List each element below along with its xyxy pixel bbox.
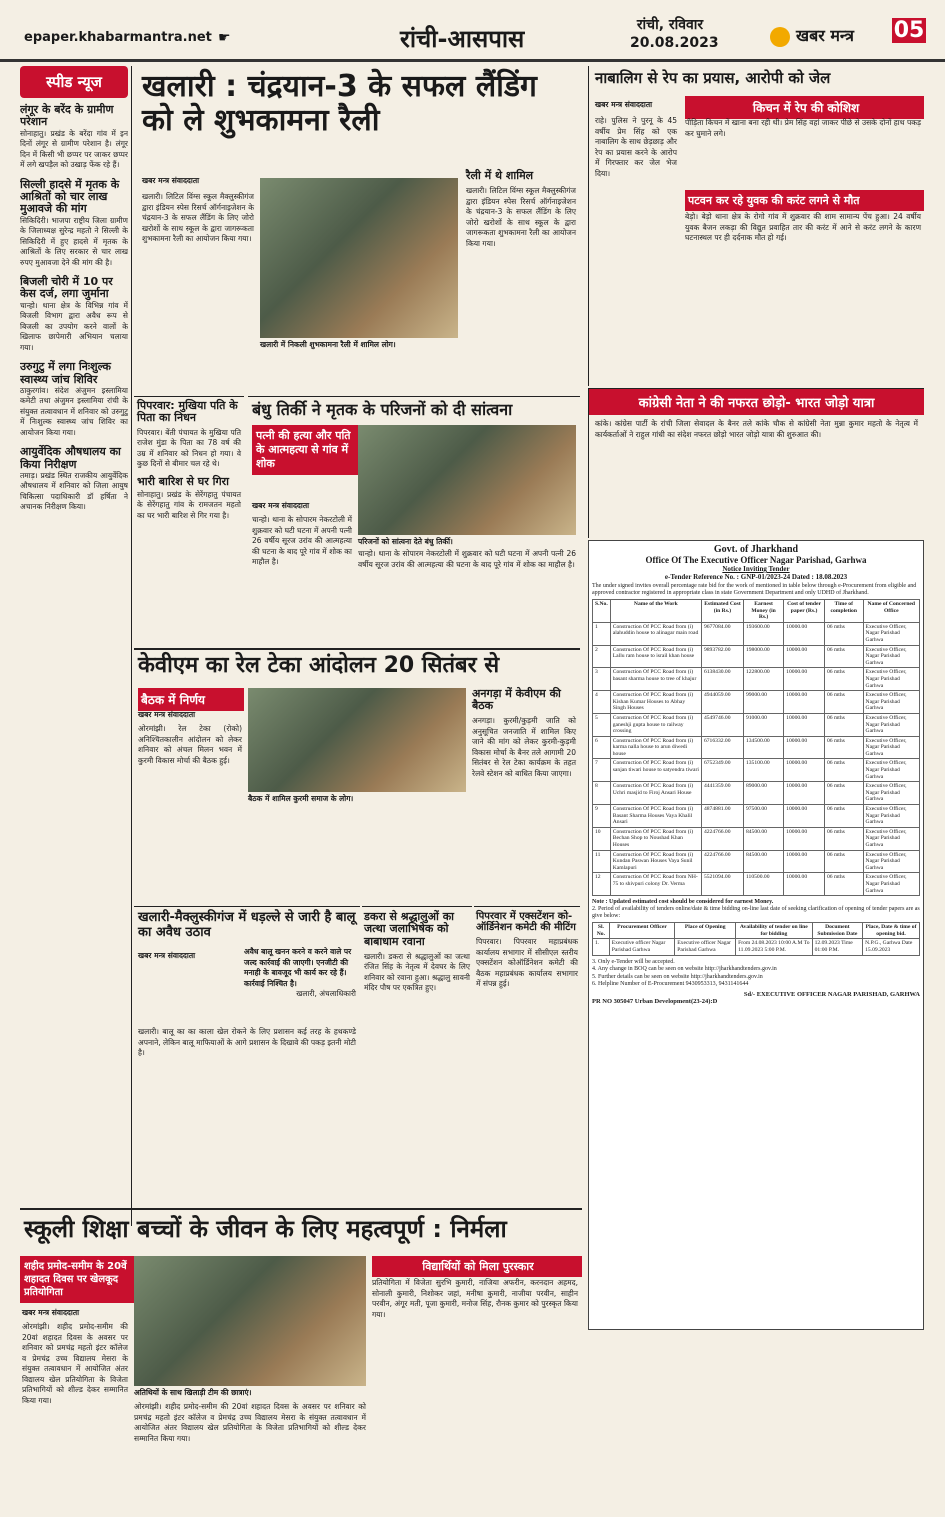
- table-cell: 06 mths: [824, 713, 863, 736]
- table-cell: 06 mths: [824, 873, 863, 896]
- speed-news-title: आयुर्वेदिक औषधालय का किया निरीक्षण: [20, 445, 121, 471]
- page-number: 05: [893, 18, 925, 43]
- table-cell: Executive Officer, Nagar Parishad Garhwa: [863, 645, 919, 668]
- rail-photo[interactable]: [248, 688, 466, 792]
- table-cell: 10000.00: [784, 827, 825, 850]
- table-cell: 4549746.00: [701, 713, 743, 736]
- table-cell: 12.09.2023 Time 01:00 P.M.: [812, 939, 863, 955]
- lead-byline: खबर मन्त्र संवाददाता: [142, 176, 200, 185]
- nirmala-text: ओरमांझी। शहीद प्रमोद-समीम की 20वां शहादत दिवस के अवसर पर शनिवार को प्रमचंद्र महतो इंटर कॉलेज व प्रेमचंद्र उच्च विद्यालय मेसरा के संयुक्त तत्वावधान में आयोजित अंतर विद्यालय खेल प्रतियोगिता के विजेता प्रतिभागियों को शील्ड देकर सम्मानित किया गया।: [22, 1322, 128, 1405]
- table-cell: Executive Officer, Nagar Parishad Garhwa: [863, 805, 919, 828]
- tender-table: [592, 599, 920, 896]
- table-cell: 12: [593, 873, 611, 896]
- table-cell: Executive Officer, Nagar Parishad Garhwa: [863, 850, 919, 873]
- speed-news-title: बिजली चोरी में 10 पर केस दर्ज, लगा जुर्माना: [20, 275, 113, 301]
- sand-headline[interactable]: खलारी-मैक्लुस्कीगंज में धड़ल्ले से जारी है बालू का अवैध उठाव: [138, 910, 356, 940]
- rail-byline: खबर मन्त्र संवाददाता: [138, 710, 196, 719]
- table-cell: Construction Of PCC Road from (i) karma nalla house to arun diwedi house: [610, 736, 701, 759]
- speed-news-item: [20, 361, 128, 438]
- rape-byline: खबर मन्त्र संवाददाता: [595, 100, 653, 109]
- table-cell: 198000.00: [743, 645, 783, 668]
- table-cell: Construction Of PCC Road from (i) sanjan tiwari house to satyendra tiwari: [610, 759, 701, 782]
- table-cell: 91000.00: [743, 713, 783, 736]
- table-row: [593, 782, 920, 805]
- table-cell: 5521094.00: [701, 873, 743, 896]
- rape-story: [588, 66, 924, 386]
- table-cell: 10000.00: [784, 759, 825, 782]
- piparwar-headline[interactable]: पिपरवार में एक्सटेंशन को-ऑर्डिनेशन कमेटी की मीटिंग: [476, 911, 576, 934]
- nirmala-byline: खबर मन्त्र संवाददाता: [22, 1308, 80, 1317]
- table-cell: Construction Of PCC Road from (i) Uchri masjid to Firoj Ansari House: [610, 782, 701, 805]
- tender-nit: Notice Inviting Tender: [722, 565, 790, 573]
- speed-news-text: चान्हो। थाना क्षेत्र के विभिन्न गांव में बिजली विभाग द्वारा अवैध रूप से बिजली का उपयोग करने वालों के खिलाफ छापेमारी अभियान चलाया गया।: [20, 300, 128, 352]
- table-cell: 06 mths: [824, 645, 863, 668]
- table-cell: 11: [593, 850, 611, 873]
- tirkey-pull-quote: पत्नी की हत्या और पति के आत्महत्या से गांव में शोक: [252, 425, 360, 475]
- table-cell: Executive Officer, Nagar Parishad Garhwa: [863, 827, 919, 850]
- lead-headline[interactable]: खलारी : चंद्रयान-3 के सफल लैंडिंग को ले शुभकामना रैली: [142, 69, 537, 138]
- table-cell: 5: [593, 713, 611, 736]
- table-cell: 1.: [593, 939, 610, 955]
- speed-news-text: सिकिदिरी। भाजपा राष्ट्रीय जिला ग्रामीण के जिलाध्यक्ष सुरेन्द्र महतो ने सिल्ली के सिकिदिरी में हुए हादसे में मृतक के आश्रितों के लिए सरकार से चार लाख रुपए मुआवजा देने की मांग की है।: [20, 215, 128, 267]
- schedule-col-header: Procurement Officer: [609, 923, 675, 939]
- tender-col-header: Name of Concerned Office: [863, 600, 919, 623]
- table-cell: 99000.00: [743, 691, 783, 714]
- rain-text: सोनाहातु। प्रखंड के सेरेंगहातु पंचायत के सेरेंगहातु गांव के रामजतन महतो का घर भारी बारिश से गिर गया है।: [137, 489, 241, 520]
- brand-icon: [770, 27, 790, 47]
- tender-col-header: S.No.: [593, 600, 611, 623]
- rape-headline[interactable]: नाबालिग से रेप का प्रयास, आरोपी को जेल: [595, 69, 831, 87]
- nirmala-photo[interactable]: [134, 1256, 366, 1386]
- mukhiya-story: [134, 396, 244, 646]
- table-cell: 6752349.00: [701, 759, 743, 782]
- tender-note: 4. Any change in BOQ can be seen on website http://jharkhandtenders.gov.in: [592, 966, 777, 973]
- table-cell: 2: [593, 645, 611, 668]
- lead-text: खलारी। लिटिल विंग्स स्कूल मैक्लुस्कीगंज द्वारा इंडियन स्पेस रिसर्च ऑर्गनाइजेशन के चंद्रयान-3 के सफल लैंडिंग के लिए जोरो खरोशों के साथ स्कूल के द्वारा जागरूकता शुभकामना रैली का आयोजन किया गया।: [142, 192, 254, 243]
- tirkey-text: चान्हो। थाना के सोपारम नेकरटोली में शुक्रवार को घटी घटना में अपनी पत्नी 26 वर्षीय सूरज उरांव की आत्महत्या की घटना के बाद पूरे गांव में शोक का माहौल है।: [252, 515, 352, 566]
- sand-byline: खबर मन्त्र संवाददाता: [138, 951, 196, 960]
- sand-quote-text: अवैध बालू खनन करने व करने वाले पर जल्द कार्रवाई की जाएगी। एनजीटी की मनाही के बावजूद भी कार्य कर रहे हैं। कार्रवाई निश्चित है।: [244, 947, 352, 988]
- rail-headline[interactable]: केवीएम का रेल टेका आंदोलन 20 सितंबर से: [138, 653, 500, 678]
- table-cell: 06 mths: [824, 850, 863, 873]
- table-cell: Executive Officer, Nagar Parishad Garhwa: [863, 622, 919, 645]
- tender-note2: 2. Period of availability of tenders online/date & time bidding on-line last date of seeking clarification of opening of tender papers are as give below:: [592, 906, 920, 920]
- lead-photo-caption: खलारी में निकली शुभकामना रैली में शामिल लोग।: [260, 340, 396, 349]
- table-cell: 6: [593, 736, 611, 759]
- table-cell: 10000.00: [784, 850, 825, 873]
- schedule-table: [592, 922, 920, 955]
- table-cell: 4874881.00: [701, 805, 743, 828]
- table-cell: 1: [593, 622, 611, 645]
- masthead-bar: [0, 0, 945, 62]
- table-cell: Executive Officer, Nagar Parishad Garhwa: [863, 782, 919, 805]
- table-row: [593, 805, 920, 828]
- speed-news-text: सोनाहातु। प्रखंड के बरेंदा गांव में इन दिनों लंगूर से ग्रामीण परेशान है। लंगूर दिन में किसी भी छप्पर पर जाकर छप्पर में लगे खपड़ैल को उखाड़ फेंक रहे हैं।: [20, 128, 128, 170]
- nirmala-headline[interactable]: स्कूली शिक्षा बच्चों के जीवन के लिए महत्वपूर्ण : निर्मला: [24, 1215, 507, 1243]
- table-cell: 06 mths: [824, 759, 863, 782]
- table-cell: Executive officer Nagar Parishad Garhwa: [675, 939, 736, 955]
- table-cell: 4944059.00: [701, 691, 743, 714]
- table-cell: Construction Of PCC Road from (i) Kishan Kumar Houses to Abhay Singh Houses: [610, 691, 701, 714]
- tender-col-header: Estimated Cost (in Rs.): [701, 600, 743, 623]
- table-cell: Construction Of PCC Road from (i) Kundan Paswan Houses Vaya Sunil Kamlapuri: [610, 850, 701, 873]
- table-cell: Construction Of PCC Road from (i) alahuddin house to alinagar main road: [610, 622, 701, 645]
- rail-photo-caption: बैठक में शामिल कुरमी समाज के लोग।: [248, 794, 354, 803]
- table-cell: 4224766.00: [701, 827, 743, 850]
- speed-news-badge: स्पीड न्यूज: [20, 66, 128, 98]
- rail-box: बैठक में निर्णय: [138, 688, 244, 711]
- table-cell: Executive Officer, Nagar Parishad Garhwa: [863, 713, 919, 736]
- table-row: [593, 645, 920, 668]
- tender-note: 5. Further details can be seen on website http://jharkhandtenders.gov.in: [592, 973, 763, 980]
- table-cell: 10000.00: [784, 622, 825, 645]
- table-cell: 3: [593, 668, 611, 691]
- tender-ref: e-Tender Reference No. : GNP-01/2023-24 Dated : 18.08.2023: [664, 573, 848, 581]
- tender-table-body: [593, 622, 920, 895]
- speed-news-text: ठाकुरगांव। संदेश अंजुमन इस्लामिया कमेटी तथा अंजुमन इस्लामिया रांची के संयुक्त तत्वावधान में शनिवार को उरुगुटु में निःशुल्क स्वास्थ्य जांच शिविर का आयोजन किया गया।: [20, 385, 128, 437]
- table-cell: 6716332.00: [701, 736, 743, 759]
- table-cell: Executive Officer, Nagar Parishad Garhwa: [863, 759, 919, 782]
- rail-side-headline[interactable]: अनगड़ा में केवीएम की बैठक: [472, 687, 561, 713]
- congress-text: कांके। कांग्रेस पार्टी के रांची जिला सेवादल के बैनर तले कांके चौक से कांग्रेसी नेता मुन्ना कुमार महतो के नेतृत्व में कार्यकर्ताओं ने राहुल गांधी का संदेश नफरत छोड़ो भारत जोड़ो यात्रा की शुरुआत की।: [595, 419, 918, 439]
- rape-text: राहे। पुलिस ने पुरनू के 45 वर्षीय प्रेम सिंह को एक नाबालिग के साथ छेड़छाड़ और रेप का प्रयास करने के आरोप में गिरफ्तार कर जेल भेज दिया।: [595, 116, 677, 178]
- speed-news-title: सिल्ली हादसे में मृतक के आश्रितों को चार लाख मुआवजे की मांग: [20, 177, 120, 216]
- sand-quote-by: खलारी, अंचलाधिकारी: [296, 989, 356, 998]
- tirkey-byline: खबर मन्त्र संवाददाता: [252, 501, 310, 510]
- tender-table-header: [593, 600, 920, 623]
- congress-story: [588, 388, 924, 538]
- cursor-icon: ☛: [218, 30, 231, 46]
- tender-notes: [592, 959, 920, 989]
- table-cell: Executive Officer, Nagar Parishad Garhwa: [863, 736, 919, 759]
- table-cell: 10: [593, 827, 611, 850]
- congress-headline[interactable]: कांग्रेसी नेता ने की नफरत छोड़ो- भारत जोड़ो यात्रा: [589, 389, 924, 415]
- tirkey-photo-caption: परिजनों को सांत्वना देते बंधु तिर्की।: [358, 537, 453, 546]
- sand-text: खलारी। बालू का का काला खेल रोकने के लिए प्रशासन कई तरह के हथकण्डे अपनाने, लेकिन बालू माफियाओं के आगे प्रशासन के दिखावे की पकड़ इतनी मोटी है।: [138, 1027, 356, 1057]
- nirmala-photo-caption: अतिथियों के साथ खिलाड़ी टीम की छात्राएं।: [134, 1388, 252, 1397]
- tirkey-more-text: चान्हो। थाना के सोपारम नेकरटोली में शुक्रवार को घटी घटना में अपनी पत्नी 26 वर्षीय सूरज उरांव की आत्महत्या की घटना के बाद पूरे गांव में शोक का माहौल है।: [358, 549, 576, 569]
- table-cell: 10000.00: [784, 668, 825, 691]
- table-cell: 06 mths: [824, 691, 863, 714]
- nirmala-body: ओरमांझी। शहीद प्रमोद-समीम की 20वां शहादत दिवस के अवसर पर शनिवार को प्रमचंद्र महतो इंटर कॉलेज व प्रेमचंद्र उच्च विद्यालय मेसरा के संयुक्त तत्वावधान में आयोजित अंतर विद्यालय खेल प्रतियोगिता के विजेता प्रतिभागियों को शील्ड देकर सम्मानित किया गया।: [134, 1402, 366, 1443]
- table-row: [593, 713, 920, 736]
- schedule-col-header: Place, Date & time of opening bid.: [863, 923, 920, 939]
- site-url[interactable]: epaper.khabarmantra.net: [24, 30, 212, 45]
- table-row: [593, 668, 920, 691]
- rail-side-text: अनगड़ा। कुरमी/कुड़मी जाति को अनुसूचित जनजाति में शामिल किए जाने की मांग को लेकर कुरमी-कुड़मी विकास मोर्चा के बैनर तले आगामी 20 सितंबर से रेल टेका कार्यक्रम के तहत रेलवे स्टेशन को बाधित किया जाएगा।: [472, 716, 576, 778]
- table-cell: 6138430.00: [701, 668, 743, 691]
- award-text: प्रतियोगिता में विजेता सुरभि कुमारी, नाजिया अफरीन, करनदान अहमद, सोनाली कुमारी, निशोकर जहां, मनीषा कुमारी, नाजीया परवीन, साहीन परवीन, अंगूर मती, पूजा कुमारी, मनोज सिंह, रौनक कुमार को पुरस्कृत किया गया।: [372, 1278, 578, 1319]
- table-row: [593, 691, 920, 714]
- schedule-col-header: Place of Opening: [675, 923, 736, 939]
- table-cell: Construction Of PCC Road from NH-75 to shivpuri colony Dr. Verma: [610, 873, 701, 896]
- dakra-headline[interactable]: डकरा से श्रद्धालुओं का जत्था जलाभिषेक को बाबाधाम रवाना: [364, 910, 455, 948]
- tender-office: Office Of The Executive Officer Nagar Parishad, Garhwa: [645, 555, 867, 565]
- table-row: [593, 759, 920, 782]
- nirmala-box: शहीद प्रमोद-समीम के 20वें शहादत दिवस पर खेलकूद प्रतियोगिता: [20, 1256, 136, 1303]
- table-cell: 10000.00: [784, 713, 825, 736]
- lead-side-text: खलारी। लिटिल विंग्स स्कूल मैक्लुस्कीगंज द्वारा इंडियन स्पेस रिसर्च ऑर्गनाइजेशन के चंद्रयान-3 के सफल लैंडिंग के लिए जोरो खरोशों के साथ स्कूल के द्वारा जागरूकता शुभकामना रैली का आयोजन किया गया।: [466, 186, 576, 248]
- rape-box: किचन में रेप की कोशिश: [685, 96, 924, 119]
- table-cell: Executive Officer, Nagar Parishad Garhwa: [863, 873, 919, 896]
- schedule-table-header: [593, 923, 920, 939]
- table-cell: N.P.G., Garhwa Date 15.09.2023: [863, 939, 920, 955]
- table-cell: 89000.00: [743, 782, 783, 805]
- piparwar-text: पिपरवार। पिपरवार महाप्रबंधक कार्यालय सभागार में सीसीएल स्तरीय एक्सटेंशन कोऑर्डिनेशन कमेटी की बैठक महाप्रबंधक कार्यालय सभागार में संपन्न हुई।: [476, 937, 578, 989]
- tender-notice: [588, 540, 924, 1330]
- table-row: [593, 736, 920, 759]
- award-headline[interactable]: विद्यार्थियों को मिला पुरस्कार: [372, 1256, 582, 1277]
- table-cell: 10000.00: [784, 736, 825, 759]
- schedule-col-header: Document Submission Date: [812, 923, 863, 939]
- table-cell: From 24.08.2023 10:00 A.M To 11.09.2023 5:00 P.M.: [736, 939, 813, 955]
- schedule-table-row: [593, 939, 920, 955]
- table-cell: 10000.00: [784, 645, 825, 668]
- edition-day: रांची, रविवार: [636, 17, 704, 33]
- table-cell: 84500.00: [743, 827, 783, 850]
- table-cell: 122800.00: [743, 668, 783, 691]
- section-title: रांची-आसपास: [400, 25, 525, 53]
- table-cell: 110500.00: [743, 873, 783, 896]
- nirmala-story: [20, 1208, 582, 1488]
- table-cell: 193600.00: [743, 622, 783, 645]
- table-cell: Executive Officer, Nagar Parishad Garhwa: [863, 691, 919, 714]
- rain-headline[interactable]: भारी बारिश से घर गिरा: [137, 474, 230, 488]
- table-cell: 4224766.00: [701, 850, 743, 873]
- table-row: [593, 850, 920, 873]
- edition-date: [630, 16, 719, 52]
- schedule-col-header: Sl. No.: [593, 923, 610, 939]
- table-cell: 06 mths: [824, 622, 863, 645]
- brand-logo: [770, 24, 854, 47]
- tirkey-headline[interactable]: बंधु तिर्की ने मृतक के परिजनों को दी सांत्वना: [252, 400, 513, 419]
- tender-intro: The under signed invites overall percentage rate bid for the work of mentioned in table below through e-Procurement from eligible and approved contractor registered in appropriate class in state Government Department and only UDHD of Jharkhand.: [592, 583, 917, 596]
- table-cell: Construction Of PCC Road from (i) ganeshji gupta house to railway crossing: [610, 713, 701, 736]
- edition-date-value: 20.08.2023: [630, 35, 719, 51]
- rape-box-text: पीड़िता किचन में खाना बना रही थी। प्रेम सिंह वहां जाकर पीछे से उसके दोनों हाथ पकड़ कर घुमाने लगे।: [685, 118, 921, 138]
- tirkey-story: [248, 396, 580, 648]
- speed-news-title: लंगूर के बरेंद के ग्रामीण परेशान: [20, 103, 114, 129]
- sand-quote: [244, 947, 356, 1000]
- table-cell: Construction Of PCC Road from (i) Basant Sharma Houses Vaya Khalil Ansari: [610, 805, 701, 828]
- schedule-col-header: Availability of tender on line for bidding: [736, 923, 813, 939]
- tirkey-photo[interactable]: [358, 425, 576, 535]
- tender-col-header: Cost of tender paper (Rs.): [784, 600, 825, 623]
- table-cell: 10000.00: [784, 782, 825, 805]
- table-row: [593, 873, 920, 896]
- dakra-text: खलारी। डकरा से श्रद्धालुओं का जत्था रंजित सिंह के नेतृत्व में देवघर के लिए शनिवार को रवाना हुआ। श्रद्धालु सावनी मंदिर पौष पर एकत्रित हुए।: [364, 951, 470, 993]
- tender-pr: PR NO 305047 Urban Development(23-24):D: [592, 997, 718, 1005]
- table-cell: 06 mths: [824, 782, 863, 805]
- table-cell: 9893782.00: [701, 645, 743, 668]
- speed-news-text: तमाड़। प्रखंड स्थित राजकीय आयुर्वेदिक औषधालय में शनिवार को जिला आयुष चिकित्सा पदाधिकारी डॉ हर्षिता ने अचानक निरीक्षण किया।: [20, 470, 128, 512]
- table-row: [593, 622, 920, 645]
- table-cell: 4: [593, 691, 611, 714]
- table-cell: 10000.00: [784, 873, 825, 896]
- table-cell: 7: [593, 759, 611, 782]
- lead-subhead: रैली में थे शामिल: [466, 169, 534, 182]
- table-cell: 135100.00: [743, 759, 783, 782]
- table-cell: 8: [593, 782, 611, 805]
- table-cell: 06 mths: [824, 736, 863, 759]
- table-cell: 9: [593, 805, 611, 828]
- brand-name: खबर मन्त्र: [796, 26, 854, 45]
- speed-news-item: [20, 446, 128, 513]
- table-cell: 134500.00: [743, 736, 783, 759]
- speed-news-item: [20, 179, 128, 268]
- sand-story: [134, 906, 360, 1202]
- lead-story: [134, 66, 580, 396]
- table-cell: 06 mths: [824, 827, 863, 850]
- lead-photo[interactable]: [260, 178, 458, 338]
- table-cell: 4441359.00: [701, 782, 743, 805]
- tender-note: 6. Helpline Number of E-Procurement 9430953313, 9431141644: [592, 981, 749, 988]
- tender-gov: Govt. of Jharkhand: [713, 544, 799, 555]
- table-cell: 10000.00: [784, 805, 825, 828]
- table-cell: 06 mths: [824, 668, 863, 691]
- piparwar-story: [474, 906, 580, 1202]
- tender-note: 3. Only e-Tender will be accepted.: [592, 958, 675, 965]
- table-cell: Executive officer Nagar Parishad Garhwa: [609, 939, 675, 955]
- speed-news-column: [20, 66, 128, 1226]
- table-cell: Construction Of PCC Road from (i) Bechan Shop to Noushad Khan Houses: [610, 827, 701, 850]
- tender-col-header: Earnest Money (in Rs.): [743, 600, 783, 623]
- rail-story: [134, 648, 580, 906]
- table-cell: Construction Of PCC Road from (i) Lallu ram house to israil khan house: [610, 645, 701, 668]
- speed-news-item: [20, 276, 128, 353]
- mukhiya-text: पिपरवार। बेंती पंचायत के मुखिया पति राजेश मुंडा के पिता का 78 वर्ष की उम्र में शनिवार को निधन हो गया। वे कुछ दिनों से बीमार चल रहे थे।: [137, 427, 241, 469]
- tender-col-header: Time of completion: [824, 600, 863, 623]
- speed-news-title: उरुगुटु में लगा निःशुल्क स्वास्थ्य जांच शिविर: [20, 360, 111, 386]
- rail-text: ओरमांझी। रेल टेका (रोको) अनिश्चितकालीन आंदोलन को लेकर शनिवार को अंचल मिलन भवन में कुरमी विकास मोर्चा की बैठक हुई।: [138, 724, 242, 765]
- speed-news-item: [20, 104, 128, 171]
- table-cell: Construction Of PCC Road from (i) basant sharma house to tree of khajur: [610, 668, 701, 691]
- table-cell: 97500.00: [743, 805, 783, 828]
- table-cell: Executive Officer, Nagar Parishad Garhwa: [863, 668, 919, 691]
- current-text: बेड़ो। बेड़ो थाना क्षेत्र के रोगो गांव में शुक्रवार की शाम सामान्य पेंच हुआ। 24 वर्षीय युवक बैजन लकड़ा की विद्युत प्रवाहित तार की करंट में आने से करंट लगने के कारण घटनास्थल पर ही दर्दनाक मौत हो गई।: [685, 212, 921, 242]
- current-headline[interactable]: पटवन कर रहे युवक की करंट लगने से मौत: [685, 190, 924, 211]
- tender-note1: Note : Updated estimated cost should be considered for earnest Money.: [592, 899, 774, 906]
- mukhiya-headline[interactable]: पिपरवार: मुखिया पति के पिता का निधन: [137, 399, 238, 425]
- tender-col-header: Name of the Work: [610, 600, 701, 623]
- table-cell: 9677084.00: [701, 622, 743, 645]
- table-row: [593, 827, 920, 850]
- table-cell: 10000.00: [784, 691, 825, 714]
- table-cell: 84500.00: [743, 850, 783, 873]
- tender-sign: Sd/- EXECUTIVE OFFICER NAGAR PARISHAD, GARHWA: [743, 990, 920, 998]
- table-cell: 06 mths: [824, 805, 863, 828]
- dakra-story: [362, 906, 472, 1202]
- column-divider: [131, 66, 132, 1226]
